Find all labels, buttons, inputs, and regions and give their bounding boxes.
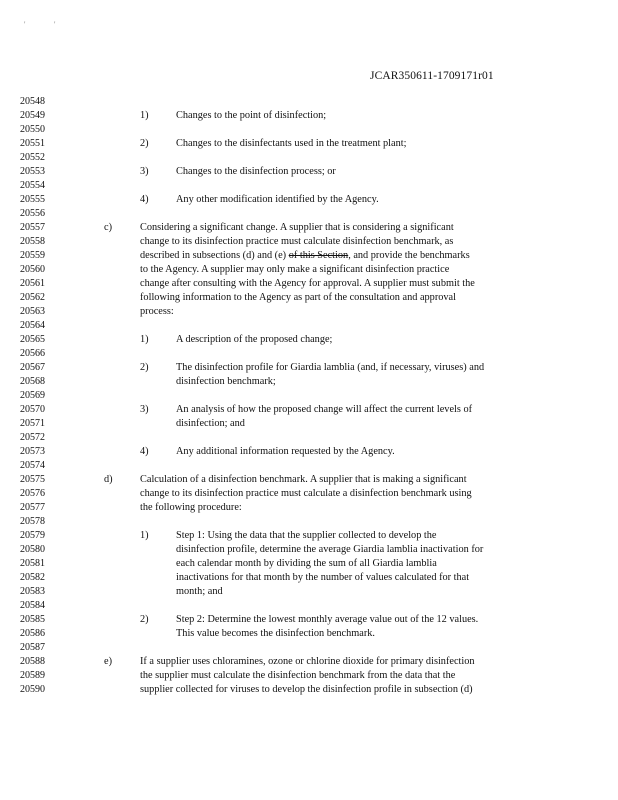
line-number: 20558: [20, 236, 45, 247]
paragraph-line: If a supplier uses chloramines, ozone or chlorine dioxide for primary disinfection: [140, 656, 475, 667]
item-text: disinfection profile, determine the average Giardia lamblia inactivation for: [176, 544, 484, 555]
item-text: Changes to the disinfectants used in the treatment plant;: [176, 138, 407, 149]
item-text: Changes to the point of disinfection;: [176, 110, 327, 121]
item-number: 4): [140, 194, 149, 205]
line-text: described in subsections (d) and (e): [140, 250, 289, 261]
item-text: This value becomes the disinfection benchmark.: [176, 628, 376, 639]
line-number: 20561: [20, 278, 45, 289]
subsection-label: c): [104, 222, 112, 233]
line-number: 20563: [20, 306, 45, 317]
item-text: The disinfection profile for Giardia lamblia (and, if necessary, viruses) and: [176, 362, 485, 373]
paragraph-line: the following procedure:: [140, 502, 242, 513]
item-number: 1): [140, 110, 149, 121]
item-text: disinfection benchmark;: [176, 376, 276, 387]
line-number: 20589: [20, 670, 45, 681]
item-text: A description of the proposed change;: [176, 334, 333, 345]
line-number: 20548: [20, 96, 45, 107]
line-number: 20551: [20, 138, 45, 149]
item-number: 3): [140, 166, 149, 177]
line-number: 20553: [20, 166, 45, 177]
item-number: 3): [140, 404, 149, 415]
item-text: each calendar month by dividing the sum of all Giardia lamblia: [176, 558, 437, 569]
line-number: 20584: [20, 600, 45, 611]
line-number: 20549: [20, 110, 45, 121]
paragraph-line: change to its disinfection practice must calculate a disinfection benchmark using: [140, 488, 472, 499]
item-number: 2): [140, 362, 149, 373]
line-number: 20575: [20, 474, 45, 485]
document-id-header: JCAR350611-1709171r01: [370, 70, 494, 82]
line-number: 20581: [20, 558, 45, 569]
line-number: 20568: [20, 376, 45, 387]
paragraph-line: the supplier must calculate the disinfection benchmark from the data that the: [140, 670, 456, 681]
item-text: Changes to the disinfection process; or: [176, 166, 336, 177]
line-number: 20586: [20, 628, 45, 639]
line-number: 20579: [20, 530, 45, 541]
line-number: 20560: [20, 264, 45, 275]
line-number: 20574: [20, 460, 45, 471]
line-number: 20570: [20, 404, 45, 415]
struck-text: of this Section: [288, 250, 349, 261]
line-number: 20552: [20, 152, 45, 163]
paragraph-line: change to its disinfection practice must calculate disinfection benchmark, as: [140, 236, 454, 247]
item-text: disinfection; and: [176, 418, 245, 429]
line-number: 20588: [20, 656, 45, 667]
item-text: Any other modification identified by the Agency.: [176, 194, 379, 205]
line-number: 20564: [20, 320, 45, 331]
line-number: 20585: [20, 614, 45, 625]
line-number: 20562: [20, 292, 45, 303]
line-text: , and provide the benchmarks: [348, 250, 470, 261]
subsection-label: e): [104, 656, 112, 667]
line-number: 20569: [20, 390, 45, 401]
line-number: 20577: [20, 502, 45, 513]
line-number: 20583: [20, 586, 45, 597]
item-number: 1): [140, 334, 149, 345]
line-number: 20565: [20, 334, 45, 345]
line-number: 20587: [20, 642, 45, 653]
paragraph-line: Considering a significant change. A supplier that is considering a significant: [140, 222, 454, 233]
paragraph-line: change after consulting with the Agency for approval. A supplier must submit the: [140, 278, 475, 289]
line-number: 20571: [20, 418, 45, 429]
paragraph-line: supplier collected for viruses to develop the disinfection profile in subsection (d): [140, 684, 473, 695]
paragraph-line: [140, 250, 470, 262]
item-text: An analysis of how the proposed change will affect the current levels of: [176, 404, 473, 415]
item-text: Step 1: Using the data that the supplier collected to develop the: [176, 530, 437, 541]
line-number: 20567: [20, 362, 45, 373]
paragraph-line: following information to the Agency as part of the consultation and approval: [140, 292, 456, 303]
line-number: 20555: [20, 194, 45, 205]
line-number: 20572: [20, 432, 45, 443]
line-number: 20559: [20, 250, 45, 261]
line-number: 20550: [20, 124, 45, 135]
item-text: Any additional information requested by the Agency.: [176, 446, 395, 457]
item-number: 2): [140, 138, 149, 149]
paragraph-line: process:: [140, 306, 174, 317]
item-text: inactivations for that month by the number of values calculated for that: [176, 572, 470, 583]
item-text: Step 2: Determine the lowest monthly average value out of the 12 values.: [176, 614, 479, 625]
line-number: 20582: [20, 572, 45, 583]
paragraph-line: Calculation of a disinfection benchmark. A supplier that is making a significant: [140, 474, 467, 485]
item-number: 4): [140, 446, 149, 457]
line-number: 20576: [20, 488, 45, 499]
line-number: 20557: [20, 222, 45, 233]
line-number: 20566: [20, 348, 45, 359]
scan-mark: ': [54, 20, 56, 29]
scan-mark: ': [24, 20, 26, 29]
line-number: 20580: [20, 544, 45, 555]
line-number: 20578: [20, 516, 45, 527]
item-text: month; and: [176, 586, 223, 597]
line-number: 20554: [20, 180, 45, 191]
line-number: 20556: [20, 208, 45, 219]
paragraph-line: to the Agency. A supplier may only make a significant disinfection practice: [140, 264, 450, 275]
item-number: 2): [140, 614, 149, 625]
line-number: 20573: [20, 446, 45, 457]
item-number: 1): [140, 530, 149, 541]
line-number: 20590: [20, 684, 45, 695]
subsection-label: d): [104, 474, 113, 485]
